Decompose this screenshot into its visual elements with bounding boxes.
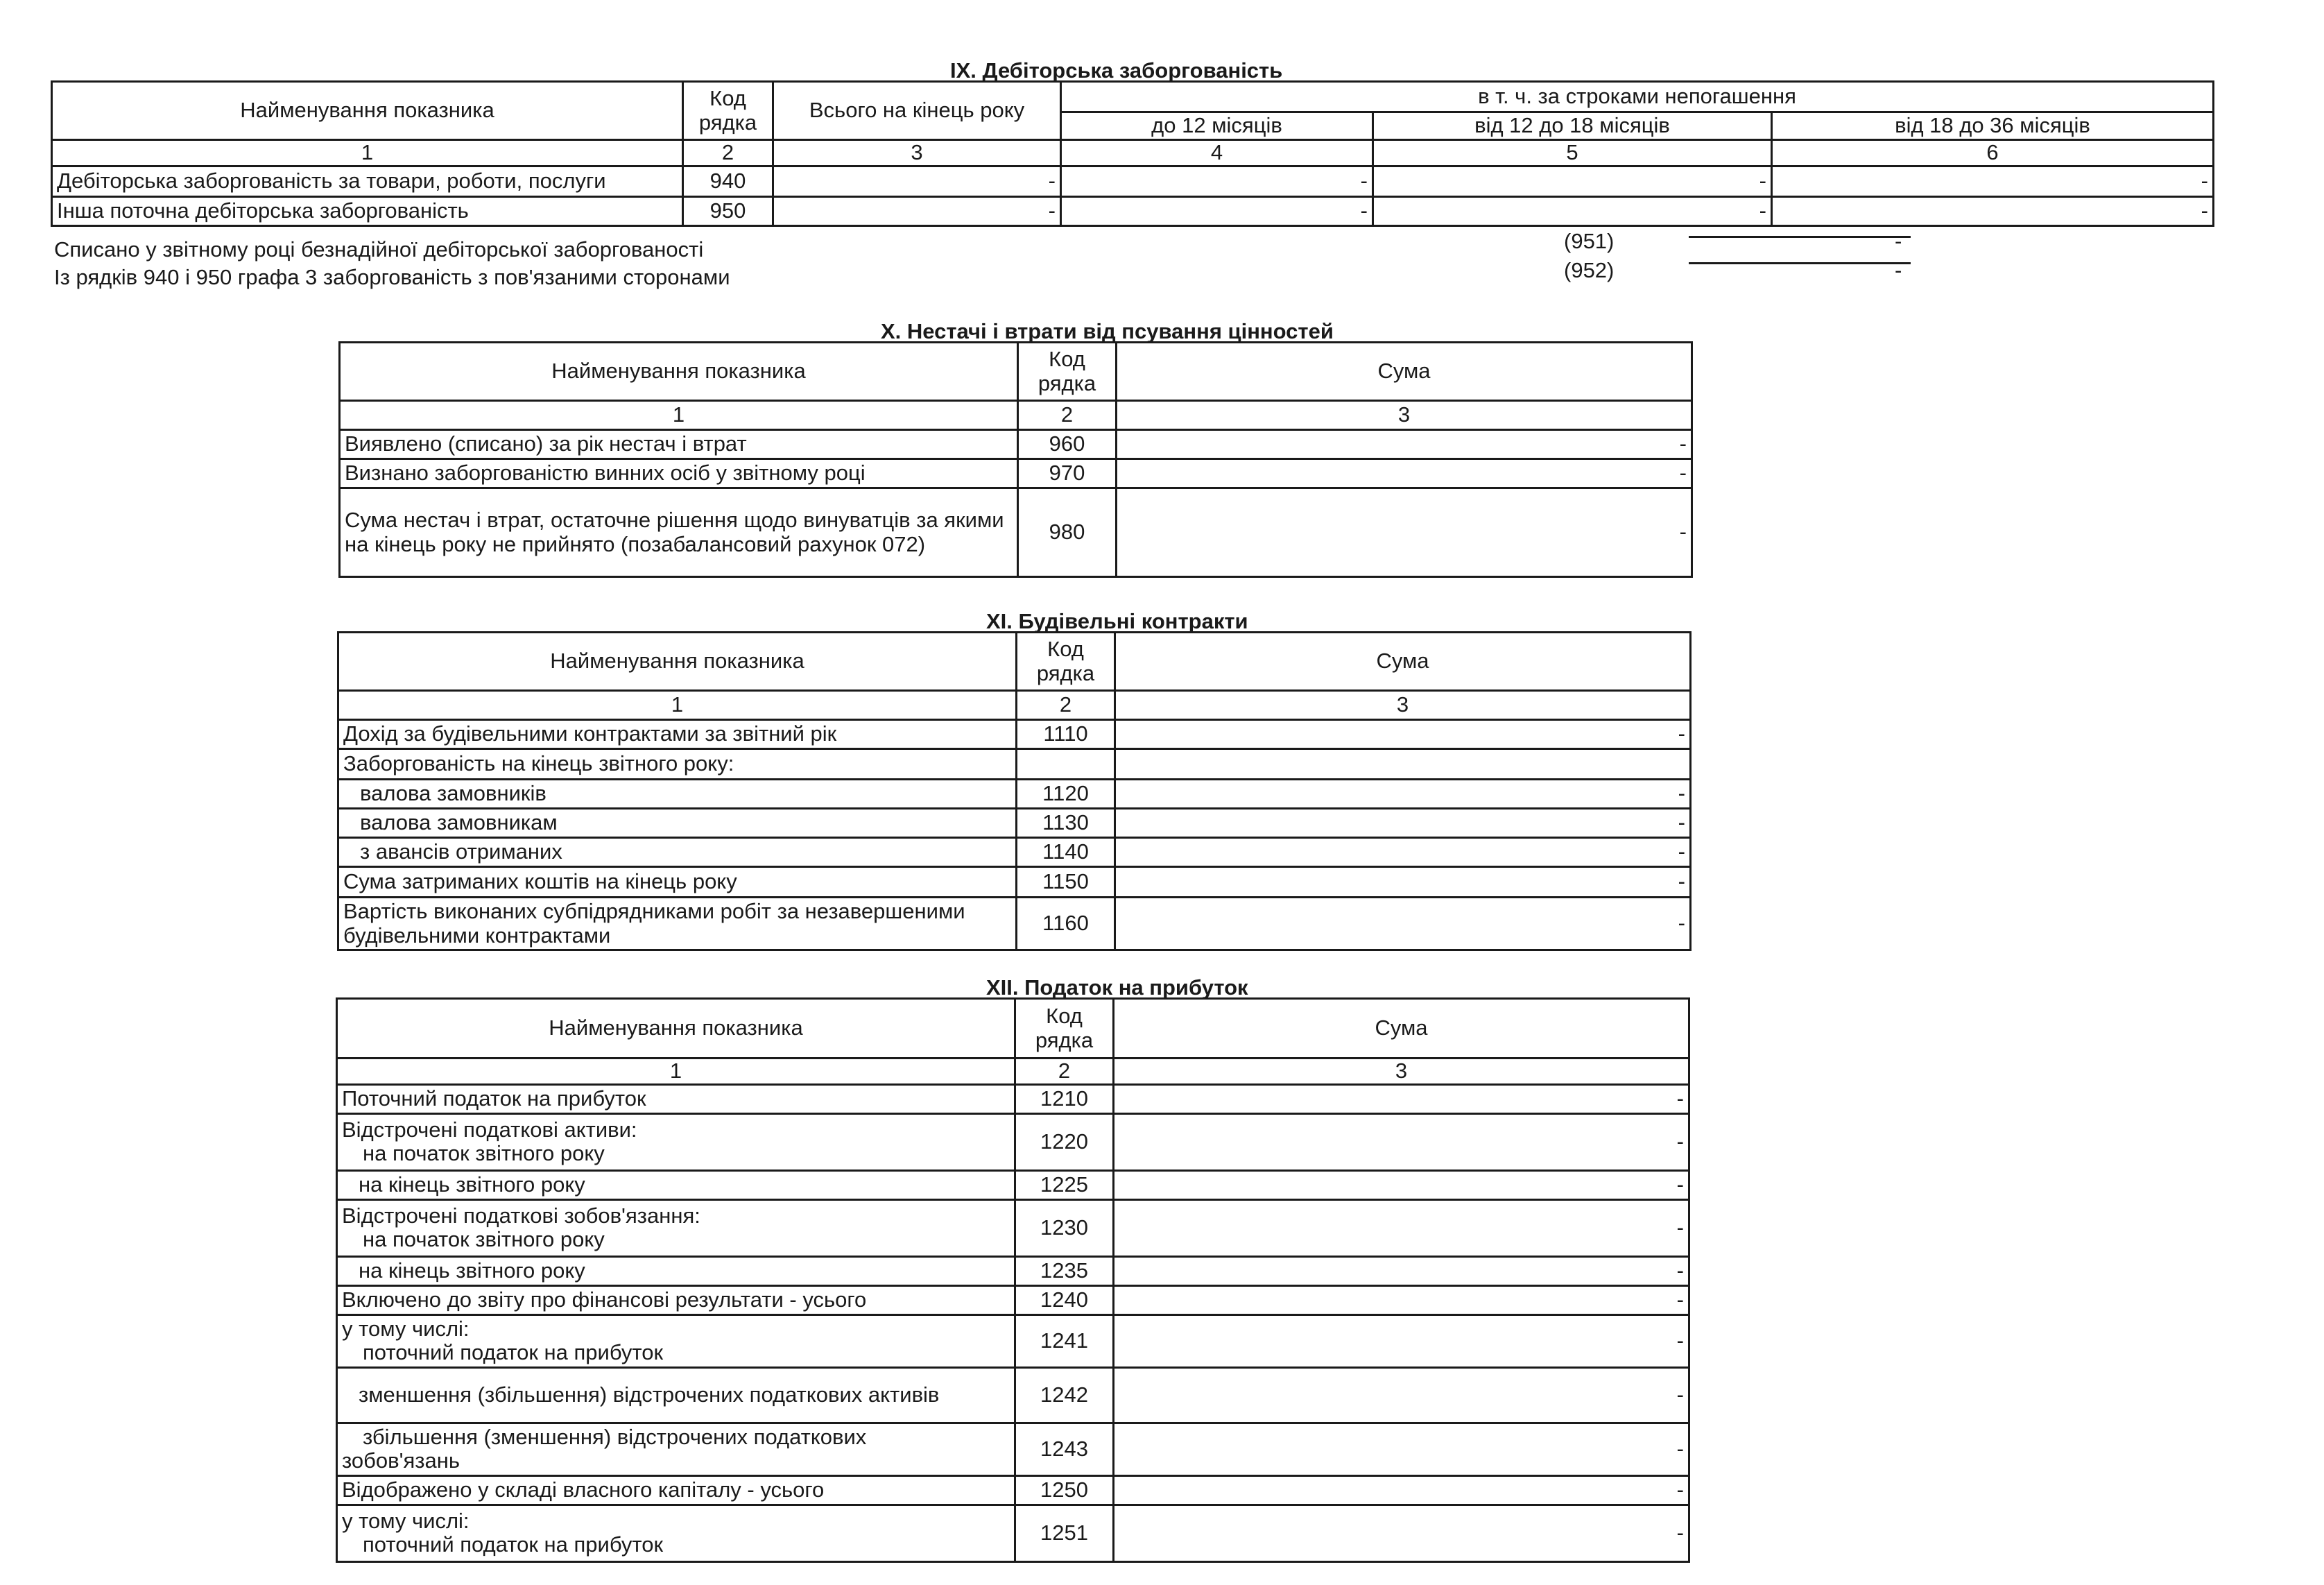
table-row (338, 749, 1691, 780)
row-code: 1240 (1015, 1285, 1114, 1314)
row-name: Поточний податок на прибуток (337, 1084, 1015, 1113)
note-951-code: (951) (1564, 229, 1615, 253)
col-header-name: Найменування показника (337, 999, 1015, 1059)
row-code: 1220 (1015, 1113, 1114, 1170)
col-header-12-18: від 12 до 18 місяців (1373, 112, 1772, 140)
row-value: - (1373, 196, 1772, 225)
row-name: валова замовників (338, 780, 1017, 809)
col-number: 6 (1772, 140, 2214, 166)
row-name-sub: поточний податок на прибуток (363, 1532, 664, 1557)
row-name (337, 1113, 1015, 1170)
row-code: 1210 (1015, 1084, 1114, 1113)
shortages-table (338, 341, 1693, 578)
row-code: 970 (1018, 459, 1117, 488)
col-number: 2 (1015, 1059, 1114, 1085)
row-value: - (1115, 838, 1691, 867)
col-header-18-36: від 18 до 36 місяців (1772, 112, 2214, 140)
row-code: 1251 (1015, 1505, 1114, 1561)
note-952-text: Із рядків 940 і 950 графа 3 заборгованість з пов'язаними сторонами (54, 265, 730, 289)
col-header-code: Код рядка (1017, 633, 1115, 691)
row-value: - (1061, 196, 1373, 225)
col-number: 3 (1115, 691, 1691, 720)
note-952-underline (1689, 262, 1911, 264)
row-name: Дохід за будівельними контрактами за звітний рік (338, 720, 1017, 749)
row-value: - (1114, 1367, 1689, 1423)
row-code: 1140 (1017, 838, 1115, 867)
row-name-main: у тому числі: (342, 1316, 470, 1341)
row-name: Включено до звіту про фінансові результати - усього (337, 1285, 1015, 1314)
table-row (337, 1314, 1689, 1367)
table-row (338, 867, 1691, 898)
table-row (337, 1367, 1689, 1423)
table-row (340, 488, 1692, 577)
row-name-sub: на початок звітного року (363, 1141, 605, 1166)
table-row (340, 430, 1692, 459)
row-code: 1225 (1015, 1170, 1114, 1199)
table-row (337, 1199, 1689, 1256)
col-number: 5 (1373, 140, 1772, 166)
note-952-code: (952) (1564, 258, 1615, 282)
section-xi-title: XI. Будівельні контракти (986, 609, 1248, 633)
col-header-code: Код рядка (1018, 343, 1117, 401)
row-code: 1235 (1015, 1256, 1114, 1285)
col-header-incl: в т. ч. за строками непогашення (1061, 82, 2214, 112)
row-name: Дебіторська заборгованість за товари, роботи, послуги (52, 166, 683, 196)
row-value: - (1114, 1113, 1689, 1170)
row-code: 940 (683, 166, 773, 196)
row-name: валова замовникам (338, 809, 1017, 838)
col-number: 1 (52, 140, 683, 166)
row-value: - (1115, 867, 1691, 898)
row-code: 980 (1018, 488, 1117, 577)
row-name-main: у тому числі: (342, 1508, 470, 1533)
row-value: - (1114, 1475, 1689, 1505)
row-code: 1120 (1017, 780, 1115, 809)
col-header-name: Найменування показника (340, 343, 1018, 401)
row-name: Інша поточна дебіторська заборгованість (52, 196, 683, 225)
row-name: Вартість виконаних субпідрядниками робіт за незавершеними будівельними контрактами (338, 898, 1017, 950)
col-header-sum: Сума (1114, 999, 1689, 1059)
row-value: - (1115, 898, 1691, 950)
row-value: - (1114, 1170, 1689, 1199)
row-name: Визнано заборгованістю винних осіб у звітному році (340, 459, 1018, 488)
table-row (338, 809, 1691, 838)
receivables-table (51, 80, 2214, 227)
row-code: 950 (683, 196, 773, 225)
table-row (338, 898, 1691, 950)
row-value: - (1114, 1505, 1689, 1561)
note-951-underline (1689, 236, 1911, 238)
row-name: Відображено у складі власного капіталу - усього (337, 1475, 1015, 1505)
row-name-sub: поточний податок на прибуток (363, 1340, 664, 1365)
row-value: - (1117, 459, 1692, 488)
note-952-value: - (1895, 258, 1902, 282)
table-row (52, 196, 2214, 225)
row-value: - (1373, 166, 1772, 196)
table-row (337, 1423, 1689, 1475)
row-value: - (1114, 1256, 1689, 1285)
row-code: 1241 (1015, 1314, 1114, 1367)
table-row (52, 166, 2214, 196)
col-number: 2 (1018, 401, 1117, 430)
row-value: - (1114, 1285, 1689, 1314)
row-name (337, 1314, 1015, 1367)
row-name: Сума затриманих коштів на кінець року (338, 867, 1017, 898)
row-value: - (773, 196, 1061, 225)
col-number: 3 (1117, 401, 1692, 430)
table-row (338, 838, 1691, 867)
table-row (338, 720, 1691, 749)
col-header-name: Найменування показника (52, 82, 683, 140)
row-code (1017, 749, 1115, 780)
col-header-total: Всього на кінець року (773, 82, 1061, 140)
table-row (340, 459, 1692, 488)
row-name: зменшення (збільшення) відстрочених податкових активів (337, 1367, 1015, 1423)
row-value: - (1772, 166, 2214, 196)
row-value: - (1114, 1423, 1689, 1475)
table-row (337, 1285, 1689, 1314)
col-header-sum: Сума (1117, 343, 1692, 401)
table-row (337, 1256, 1689, 1285)
row-code: 1110 (1017, 720, 1115, 749)
income-tax-table (336, 997, 1690, 1563)
row-value: - (1117, 488, 1692, 577)
construction-table (337, 631, 1692, 951)
row-name: на кінець звітного року (337, 1256, 1015, 1285)
col-number: 3 (773, 140, 1061, 166)
table-row (337, 1113, 1689, 1170)
col-number: 3 (1114, 1059, 1689, 1085)
col-header-code: Код рядка (1015, 999, 1114, 1059)
row-name-sub: зобов'язань (342, 1448, 461, 1473)
table-row (337, 1505, 1689, 1561)
note-951-value: - (1895, 229, 1902, 253)
row-name-main: Відстрочені податкові активи: (342, 1117, 637, 1142)
row-value: - (1772, 196, 2214, 225)
row-value: - (1114, 1314, 1689, 1367)
col-number: 2 (683, 140, 773, 166)
note-951-text: Списано у звітному році безнадійної дебіторської заборгованості (54, 237, 704, 262)
row-value: - (1115, 720, 1691, 749)
row-code: 1160 (1017, 898, 1115, 950)
row-code: 1243 (1015, 1423, 1114, 1475)
row-value: - (1115, 809, 1691, 838)
table-row (338, 780, 1691, 809)
col-number: 1 (338, 691, 1017, 720)
row-code: 1230 (1015, 1199, 1114, 1256)
col-header-sum: Сума (1115, 633, 1691, 691)
col-number: 2 (1017, 691, 1115, 720)
row-name: з авансів отриманих (338, 838, 1017, 867)
table-row (337, 1170, 1689, 1199)
row-name (337, 1199, 1015, 1256)
section-ix-title: IX. Дебіторська заборгованість (950, 58, 1283, 83)
row-value: - (1061, 166, 1373, 196)
row-value: - (1114, 1199, 1689, 1256)
row-value: - (773, 166, 1061, 196)
col-number: 1 (337, 1059, 1015, 1085)
col-number: 4 (1061, 140, 1373, 166)
row-value: - (1115, 780, 1691, 809)
row-name-sub: на початок звітного року (363, 1227, 605, 1252)
row-name: Сума нестач і втрат, остаточне рішення щодо винуватців за якими на кінець року не прийнято (позабалансовий рахунок 072) (340, 488, 1018, 577)
col-header-code: Код рядка (683, 82, 773, 140)
section-x-title: X. Нестачі і втрати від псування цінностей (881, 319, 1334, 343)
row-value (1115, 749, 1691, 780)
row-name: Виявлено (списано) за рік нестач і втрат (340, 430, 1018, 459)
section-xii-title: XII. Податок на прибуток (986, 975, 1248, 1000)
row-name-main: Відстрочені податкові зобов'язання: (342, 1203, 700, 1228)
row-name (337, 1423, 1015, 1475)
row-code: 1130 (1017, 809, 1115, 838)
row-name: Заборгованість на кінець звітного року: (338, 749, 1017, 780)
table-row (337, 1084, 1689, 1113)
row-code: 1242 (1015, 1367, 1114, 1423)
row-code: 1250 (1015, 1475, 1114, 1505)
col-number: 1 (340, 401, 1018, 430)
row-value: - (1117, 430, 1692, 459)
col-header-12: до 12 місяців (1061, 112, 1373, 140)
col-header-name: Найменування показника (338, 633, 1017, 691)
row-name (337, 1505, 1015, 1561)
table-row (337, 1475, 1689, 1505)
row-code: 960 (1018, 430, 1117, 459)
row-code: 1150 (1017, 867, 1115, 898)
row-name-main: збільшення (зменшення) відстрочених податкових (363, 1424, 867, 1449)
row-value: - (1114, 1084, 1689, 1113)
row-name: на кінець звітного року (337, 1170, 1015, 1199)
